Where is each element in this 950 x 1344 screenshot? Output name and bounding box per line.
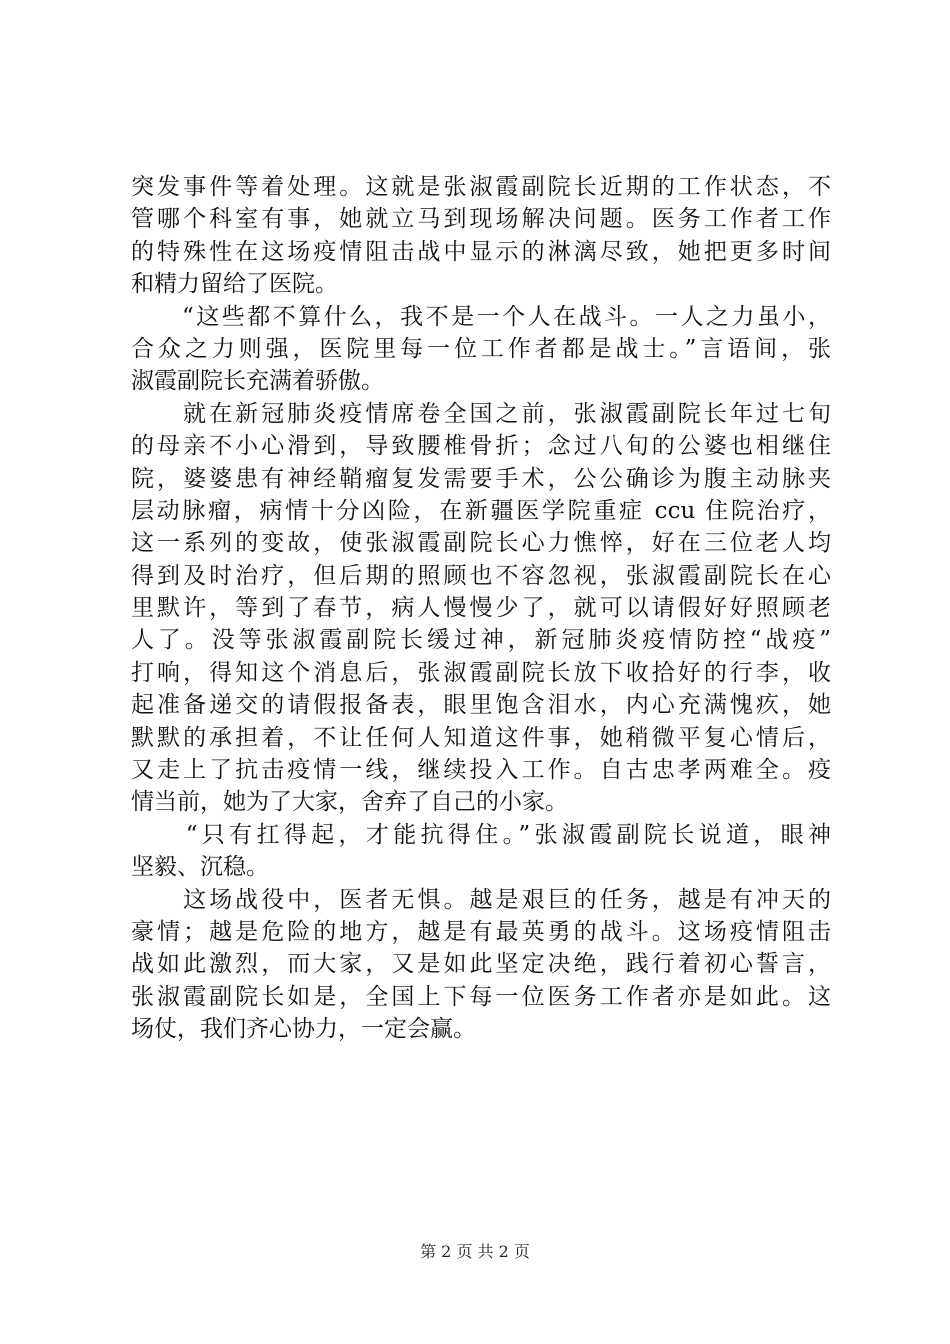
text-line: “这些都不算什么，我不是一个人在战斗。一人之力虽小， <box>131 303 831 330</box>
text-line: 这一系列的变故，使张淑霞副院长心力憔悴，好在三位老人均 <box>131 530 831 557</box>
text-line: 合众之力则强，医院里每一位工作者都是战士。”言语间，张 <box>131 335 831 362</box>
text-line: 打响，得知这个消息后，张淑霞副院长放下收拾好的行李，收 <box>131 659 831 686</box>
page-number: 第 2 页 共 2 页 <box>420 1242 530 1261</box>
text-line: “只有扛得起，才能抗得住。”张淑霞副院长说道，眼神 <box>131 821 831 848</box>
text-line: 里默许，等到了春节，病人慢慢少了，就可以请假好好照顾老 <box>131 595 831 622</box>
text-line: 和精力留给了医院。 <box>131 271 338 298</box>
text-line: 的特殊性在这场疫情阻击战中显示的淋漓尽致，她把更多时间 <box>131 238 831 265</box>
text-line: 起准备递交的请假报备表，眼里饱含泪水，内心充满愧疚，她 <box>131 692 831 719</box>
text-line: 管哪个科室有事，她就立马到现场解决问题。医务工作者工作 <box>131 206 831 233</box>
text-line: 默默的承担着，不让任何人知道这件事，她稍微平复心情后， <box>131 724 831 751</box>
text-line: 突发事件等着处理。这就是张淑霞副院长近期的工作状态，不 <box>131 174 831 200</box>
text-line: 战如此激烈，而大家，又是如此坚定决绝，践行着初心誓言， <box>131 951 831 978</box>
text-line: 场仗，我们齐心协力，一定会赢。 <box>131 1016 476 1043</box>
text-line: 张淑霞副院长如是，全国上下每一位医务工作者亦是如此。这 <box>131 983 831 1010</box>
text-line: 又走上了抗击疫情一线，继续投入工作。自古忠孝两难全。疫 <box>131 757 831 784</box>
text-line: 坚毅、沉稳。 <box>131 854 269 881</box>
text-line: 豪情；越是危险的地方，越是有最英勇的战斗。这场疫情阻击 <box>131 918 831 945</box>
text-line: 淑霞副院长充满着骄傲。 <box>131 368 384 395</box>
text-line: 的母亲不小心滑到，导致腰椎骨折；念过八旬的公婆也相继住 <box>131 433 831 460</box>
text-line: 这场战役中，医者无惧。越是艰巨的任务，越是有冲天的 <box>131 886 831 913</box>
page-footer <box>0 1241 950 1263</box>
text-line: 层动脉瘤，病情十分凶险，在新疆医学院重症 ccu 住院治疗， <box>131 497 831 524</box>
text-line: 就在新冠肺炎疫情席卷全国之前，张淑霞副院长年过七旬 <box>131 400 831 427</box>
text-line: 情当前，她为了大家，舍弃了自己的小家。 <box>131 789 568 816</box>
text-line: 院，婆婆患有神经鞘瘤复发需要手术，公公确诊为腹主动脉夹 <box>131 465 831 492</box>
text-line: 得到及时治疗，但后期的照顾也不容忽视，张淑霞副院长在心 <box>131 562 831 589</box>
text-line: 人了。没等张淑霞副院长缓过神，新冠肺炎疫情防控“战疫” <box>131 627 831 654</box>
document-body <box>131 171 831 1046</box>
